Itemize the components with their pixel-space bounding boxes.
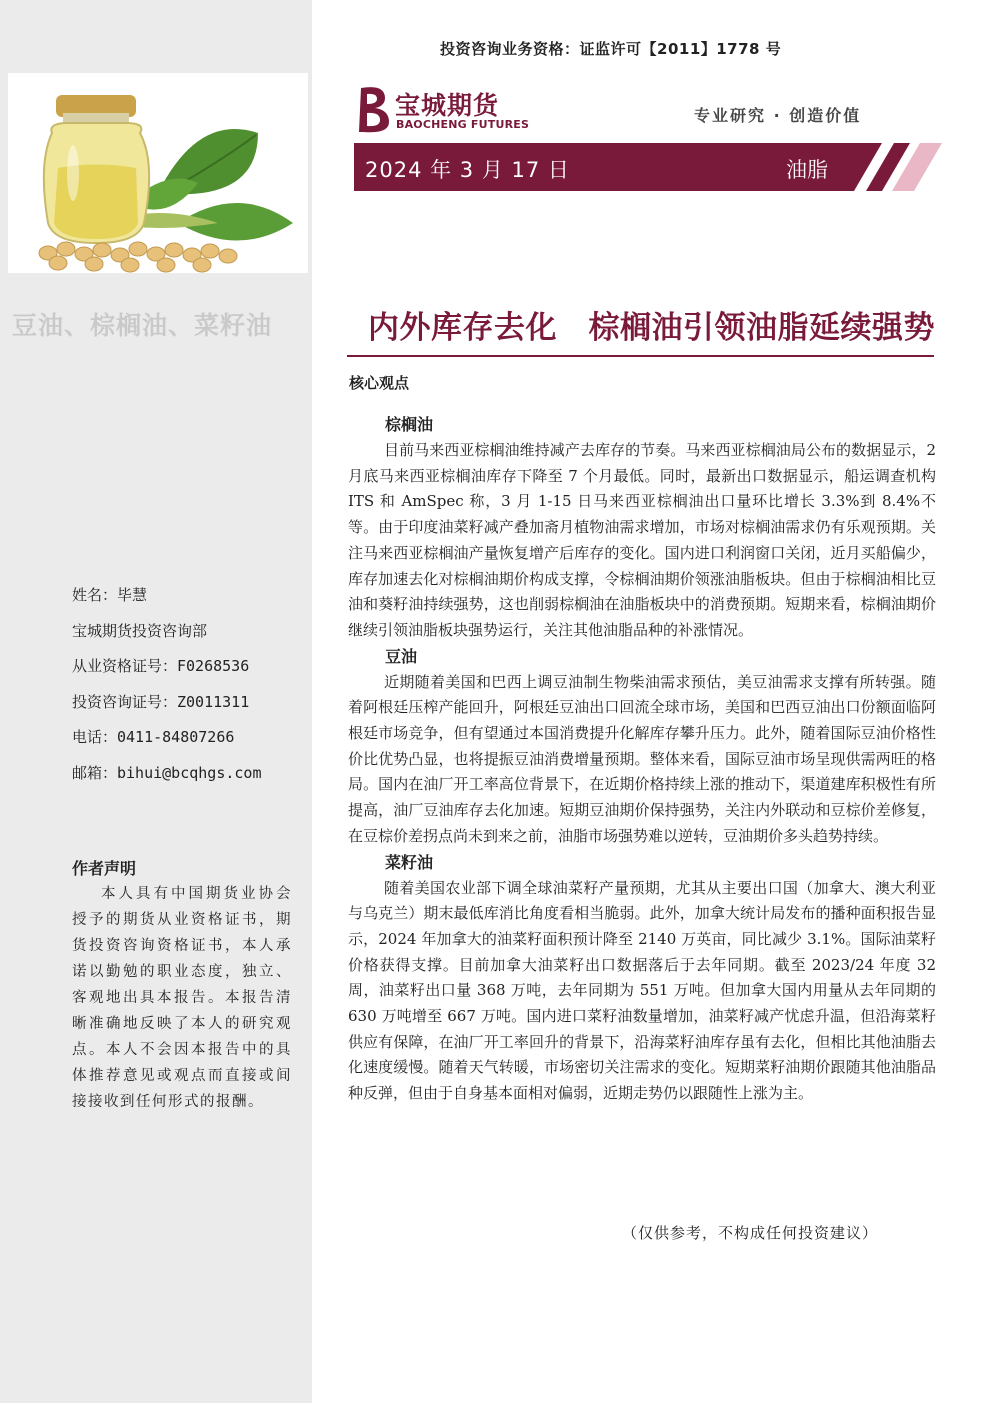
section-text-rapeseed-oil: 随着美国农业部下调全球油菜籽产量预期，尤其从主要出口国（加拿大、澳大利亚与乌克兰）期末最低库消比角度看相当脆弱。此外，加拿大统计局发布的播种面积报告显示，2024 年加拿大的油菜籽面积预计降至 2140 万英亩，同比减少 3.1%。国际油菜籽价格获得支撑。目前加拿大油菜籽出口数据落后于去年同期。截至 2023/24 年度 32 周，油菜籽出口量 368 万吨，去年同期为 551 万吨。但加拿大国内用量从去年同期的 630 万吨增至 667 万吨。国内进口菜籽油数量增加，油菜籽减产忧虑升温，但沿海菜籽供应有保障，在油厂开工率回升的背景下，沿海菜籽油库存虽有去化，但相比其他油脂去化速度缓慢。随着天气转暖，市场密切关注需求的变化。短期菜籽油期价跟随其他油脂品种反弹，但由于自身基本面相对偏弱，近期走势仍以跟随性上涨为主。	[348, 878, 936, 1103]
phone: 电话：0411-84807266	[72, 728, 235, 747]
section-text-palm-oil: 目前马来西亚棕榈油维持减产去库存的节奏。马来西亚棕榈油局公布的数据显示，2 月底马来西亚棕榈油库存下降至 7 个月最低。同时，最新出口数据显示，船运调查机构 ITS 和 AmSpec 称，3 月 1-15 日马来西亚棕榈油出口量环比增长 3.3%到 8.4%不等。由于印度油菜籽减产叠加斋月植物油需求增加，市场对棕榈油需求仍有乐观预期。关注马来西亚棕榈油产量恢复增产后库存的变化。国内进口利润窗口关闭，近月买船偏少，库存加速去化对棕榈油期价构成支撑，令棕榈油期价领涨油脂板块。但由于棕榈油相比豆油和葵籽油持续强势，这也削弱棕榈油在油脂板块中的消费预期。短期来看，棕榈油期价继续引领油脂板块强势运行，关注其他油脂品种的补涨情况。	[348, 441, 936, 639]
oil-jar-and-soybeans-image	[8, 73, 308, 273]
disclaimer-title: 作者声明	[72, 859, 137, 878]
report-date: 2024 年 3 月 17 日	[365, 158, 570, 182]
reference-note: （仅供参考，不构成任何投资建议）	[622, 1224, 879, 1242]
logo-chinese-name: 宝城期货	[395, 91, 500, 120]
report-body	[348, 412, 936, 1107]
analyst-name: 姓名：毕慧	[72, 586, 148, 604]
license-line: 投资咨询业务资格：证监许可【2011】1778 号	[440, 40, 782, 58]
section-text-soybean-oil: 近期随着美国和巴西上调豆油制生物柴油需求预估，美豆油需求支撑有所转强。随着阿根廷压榨产能回升，阿根廷豆油出口回流全球市场，美国和巴西豆油出口份额面临阿根廷市场竞争，但有望通过本国消费提升化解库存攀升压力。此外，随着国际豆油价格性价比优势凸显，也将提振豆油消费增量预期。整体来看，国际豆油市场呈现供需两旺的格局。国内在油厂开工率高位背景下，在近期价格持续上涨的推动下，渠道建库积极性有所提高，油厂豆油库存去化加速。短期豆油期价保持强势，关注内外联动和豆棕价差修复，在豆棕价差拐点尚未到来之前，油脂市场强势难以逆转，豆油期价多头趋势持续。	[348, 672, 936, 845]
section-heading-palm-oil: 棕榈油	[385, 415, 434, 434]
report-title: 内外库存去化 棕榈油引领油脂延续强势	[368, 310, 935, 346]
core-view-label: 核心观点	[349, 374, 410, 392]
commodity-category: 豆油、棕榈油、菜籽油	[12, 311, 273, 340]
slogan: 专业研究 · 创造价值	[694, 106, 862, 125]
report-sector: 油脂	[786, 158, 828, 182]
section-heading-rapeseed-oil: 菜籽油	[385, 852, 434, 872]
soybean-oil-illustration	[8, 73, 308, 273]
title-divider	[347, 355, 934, 357]
advisory-license: 投资咨询证号：Z0011311	[72, 692, 250, 711]
analyst-contact	[72, 585, 307, 799]
email[interactable]: 邮箱：bihui@bcqhgs.com	[72, 763, 262, 782]
disclaimer-body: 本人具有中国期货业协会授予的期货从业资格证书，期货投资咨询资格证书，本人承诺以勤勉的职业态度，独立、客观地出具本报告。本报告清晰准确地反映了本人的研究观点。本人不会因本报告中的具体推荐意见或观点而直接或间接接收到任何形式的报酬。	[72, 886, 292, 1110]
section-heading-soybean-oil: 豆油	[385, 646, 418, 666]
department: 宝城期货投资咨询部	[72, 621, 208, 640]
logo-english-name: BAOCHENG FUTURES	[396, 118, 530, 131]
sidebar	[0, 0, 312, 1403]
practice-license: 从业资格证号：F0268536	[72, 657, 250, 676]
